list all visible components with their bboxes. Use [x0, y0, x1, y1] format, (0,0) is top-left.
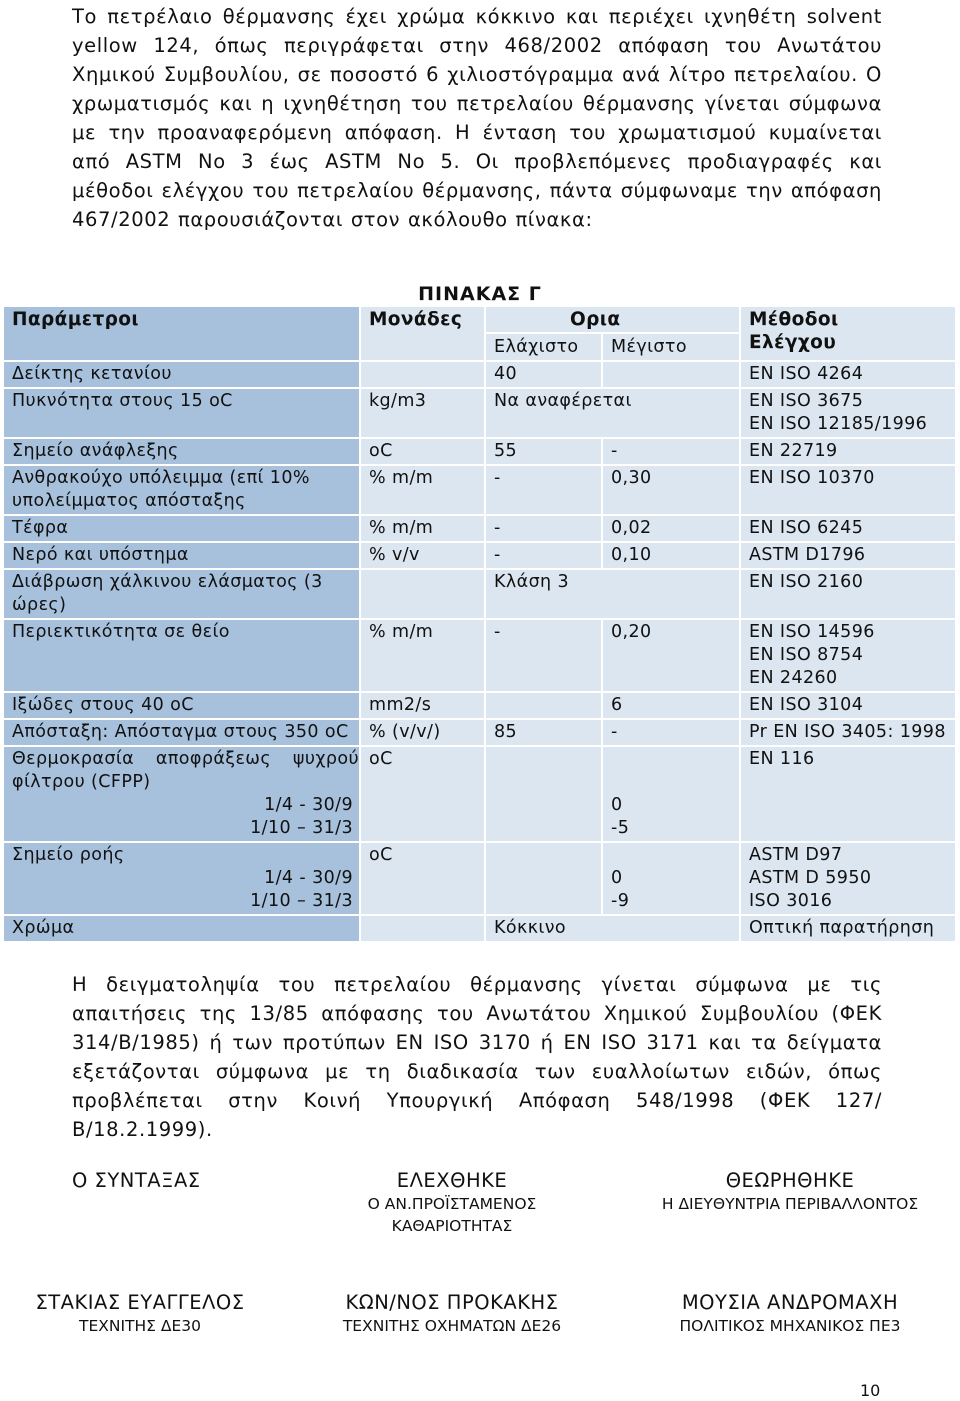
table-row: [4, 438, 956, 465]
row-param: Δείκτης κετανίου: [4, 361, 360, 388]
table-row: [4, 692, 956, 719]
table-row: [4, 465, 956, 515]
row-min: 85: [485, 719, 602, 746]
row-param: Χρώμα: [4, 915, 360, 942]
row-max-line: -9: [611, 891, 630, 911]
signatory-role: ΠΟΛΙΤΙΚΟΣ ΜΗΧΑΝΙΚΟΣ ΠΕ3: [679, 1317, 901, 1335]
row-max: 0,30: [602, 465, 740, 515]
signatory-1: [15, 1290, 265, 1337]
row-method: EN ISO 3104: [740, 692, 956, 719]
row-unit: mm2/s: [360, 692, 485, 719]
header-limits: Ορια: [485, 307, 740, 333]
row-method-line: EN ISO 8754: [749, 645, 864, 665]
row-param-period: 1/4 - 30/9: [264, 868, 353, 888]
row-method-line: ISO 3016: [749, 891, 833, 911]
signature-checked-role: ΚΑΘΑΡΙΟΤΗΤΑΣ: [391, 1217, 513, 1235]
row-unit: kg/m3: [360, 388, 485, 438]
table-row: [4, 915, 956, 942]
row-param: Σημείο ανάφλεξης: [4, 438, 360, 465]
signatory-role: ΤΕΧΝΙΤΗΣ ΟΧΗΜΑΤΩΝ ΔΕ26: [342, 1317, 562, 1335]
signatory-name: ΜΟΥΣΙΑ ΑΝΔΡΟΜΑΧΗ: [681, 1291, 899, 1314]
row-param-text: Θερμοκρασία αποφράξεως ψυχρού φίλτρου (CFPP): [12, 749, 359, 792]
row-param: Διάβρωση χάλκινου ελάσματος (3 ώρες): [4, 569, 360, 619]
header-methods: [740, 307, 956, 361]
row-max: [602, 746, 740, 842]
table-row: [4, 619, 956, 692]
row-unit: oC: [360, 438, 485, 465]
row-method-line: ASTM D97: [749, 845, 843, 865]
row-min: Κλάση 3: [485, 569, 740, 619]
row-param: Πυκνότητα στους 15 oC: [4, 388, 360, 438]
row-method: EN ISO 10370: [740, 465, 956, 515]
spec-table: [4, 307, 957, 943]
row-min: -: [485, 465, 602, 515]
row-param-text: Σημείο ροής: [12, 845, 125, 865]
signatory-role: ΤΕΧΝΙΤΗΣ ΔΕ30: [78, 1317, 201, 1335]
table-row: [4, 515, 956, 542]
table-title: ΠΙΝΑΚΑΣ Γ: [418, 283, 542, 305]
row-unit: % m/m: [360, 619, 485, 692]
intro-paragraph: Το πετρέλαιο θέρμανσης έχει χρώμα κόκκινο και περιέχει ιχνηθέτη solvent yellow 124, όπως περιγράφεται στην 468/2002 απόφαση του Ανωτάτου Χημικού Συμβουλίου, σε ποσοστό 6 χιλιοστόγραμμα ανά λίτρο πετρελαίου. Ο χρωματισμός και η ιχνηθέτηση του πετρελαίου θέρμανσης γίνεται σύμφωνα με την προαναφερόμενη απόφαση. Η ένταση του χρωματισμού κυμαίνεται από ASTM No 3 έως ASTM No 5. Οι προβλεπόμενες προδιαγραφές και μέθοδοι ελέγχου του πετρελαίου θέρμανσης, πάντα σύμφωναμε την απόφαση 467/2002 παρουσιάζονται στον ακόλουθο πίνακα:: [72, 5, 882, 231]
row-max: 0,10: [602, 542, 740, 569]
row-min: Να αναφέρεται: [485, 388, 740, 438]
row-method: EN ISO 2160: [740, 569, 956, 619]
row-method: EN ISO 6245: [740, 515, 956, 542]
signature-compiled: [72, 1168, 201, 1193]
header-parameters: Παράμετροι: [4, 307, 360, 361]
signature-checked: [332, 1168, 572, 1237]
row-param: [4, 746, 360, 842]
row-max: [602, 842, 740, 915]
table-row: [4, 842, 956, 915]
row-max-line: -5: [611, 818, 630, 838]
signature-compiled-title: Ο ΣΥΝΤΑΞΑΣ: [72, 1169, 201, 1192]
signatory-name: ΣΤΑΚΙΑΣ ΕΥΑΓΓΕΛΟΣ: [35, 1291, 245, 1314]
signatory-3: [660, 1290, 920, 1337]
row-min: [485, 692, 602, 719]
row-param-period: 1/4 - 30/9: [264, 795, 353, 815]
row-unit: % v/v: [360, 542, 485, 569]
row-param-period: 1/10 – 31/3: [250, 818, 353, 838]
sampling-paragraph: Η δειγματοληψία του πετρελαίου θέρμανσης γίνεται σύμφωνα με τις απαιτήσεις της 13/85 απόφασης του Ανωτάτου Χημικού Συμβουλίου (ΦΕΚ 314/Β/1985) ή των προτύπων EN ISO 3170 ή EN ISO 3171 και τα δείγματα εξετάζονται σύμφωνα με τη διαδικασία των ευαλλοίωτων ειδών, όπως προβλέπεται στην Κοινή Υπουργική Απόφαση 548/1998 (ΦΕΚ 127/Β/18.2.1999).: [72, 973, 882, 1141]
row-min: Κόκκινο: [485, 915, 740, 942]
row-method: [740, 388, 956, 438]
row-param: Ιξώδες στους 40 oC: [4, 692, 360, 719]
page-number: 10: [860, 1381, 881, 1400]
row-unit: [360, 569, 485, 619]
table-row: [4, 719, 956, 746]
row-param: Ανθρακούχο υπόλειμμα (επί 10% υπολείμματος απόσταξης: [4, 465, 360, 515]
row-max: [602, 361, 740, 388]
table-header-row: [4, 307, 956, 333]
row-method: [740, 619, 956, 692]
row-max: 0,02: [602, 515, 740, 542]
header-units: Μονάδες: [360, 307, 485, 361]
row-method: EN ISO 4264: [740, 361, 956, 388]
row-unit: [360, 361, 485, 388]
header-methods-line2: Ελέγχου: [749, 332, 837, 353]
table-row: [4, 361, 956, 388]
row-method: ASTM D1796: [740, 542, 956, 569]
signature-checked-role: Ο ΑΝ.ΠΡΟΪΣΤΑΜΕΝΟΣ: [367, 1195, 537, 1213]
header-max: Μέγιστο: [611, 337, 687, 357]
row-method: EN 116: [740, 746, 956, 842]
table-row: [4, 746, 956, 842]
row-max: 0,20: [602, 619, 740, 692]
row-min: 55: [485, 438, 602, 465]
signature-reviewed: [630, 1168, 950, 1215]
row-method-line: EN ISO 3675: [749, 391, 864, 411]
row-method-line: EN ISO 12185/1996: [749, 414, 928, 434]
header-methods-line1: Μέθοδοι: [749, 309, 839, 330]
row-max: -: [602, 438, 740, 465]
row-unit: % m/m: [360, 465, 485, 515]
row-max: 6: [602, 692, 740, 719]
row-method-line: EN ISO 14596: [749, 622, 875, 642]
row-param: Περιεκτικότητα σε θείο: [4, 619, 360, 692]
row-max-line: 0: [611, 795, 623, 815]
row-unit: [360, 915, 485, 942]
signature-reviewed-title: ΘΕΩΡΗΘΗΚΕ: [725, 1169, 855, 1192]
row-param-period: 1/10 – 31/3: [250, 891, 353, 911]
row-unit: % m/m: [360, 515, 485, 542]
row-param: Απόσταξη: Απόσταγμα στους 350 oC: [4, 719, 360, 746]
row-min: -: [485, 515, 602, 542]
row-method: Οπτική παρατήρηση: [740, 915, 956, 942]
row-min: [485, 842, 602, 915]
row-unit: oC: [360, 842, 485, 915]
signature-checked-title: ΕΛΕΧΘΗΚΕ: [396, 1169, 508, 1192]
table-row: [4, 542, 956, 569]
row-max-line: 0: [611, 868, 623, 888]
row-min: -: [485, 542, 602, 569]
row-method-line: EN 24260: [749, 668, 838, 688]
row-param: Νερό και υπόστημα: [4, 542, 360, 569]
table-row: [4, 569, 956, 619]
row-param: Τέφρα: [4, 515, 360, 542]
signatory-2: [312, 1290, 592, 1337]
row-method: Pr EN ISO 3405: 1998: [740, 719, 956, 746]
row-method: [740, 842, 956, 915]
row-unit: oC: [360, 746, 485, 842]
row-min: 40: [485, 361, 602, 388]
row-max: -: [602, 719, 740, 746]
row-min: -: [485, 619, 602, 692]
row-min: [485, 746, 602, 842]
row-method-line: ASTM D 5950: [749, 868, 872, 888]
row-param: [4, 842, 360, 915]
header-min: Ελάχιστο: [494, 337, 579, 357]
table-row: [4, 388, 956, 438]
signature-reviewed-role: Η ΔΙΕΥΘΥΝΤΡΙΑ ΠΕΡΙΒΑΛΛΟΝΤΟΣ: [661, 1195, 919, 1213]
row-unit: % (v/v/): [360, 719, 485, 746]
row-method: EN 22719: [740, 438, 956, 465]
signatory-name: ΚΩΝ/ΝΟΣ ΠΡΟΚΑΚΗΣ: [345, 1291, 559, 1314]
